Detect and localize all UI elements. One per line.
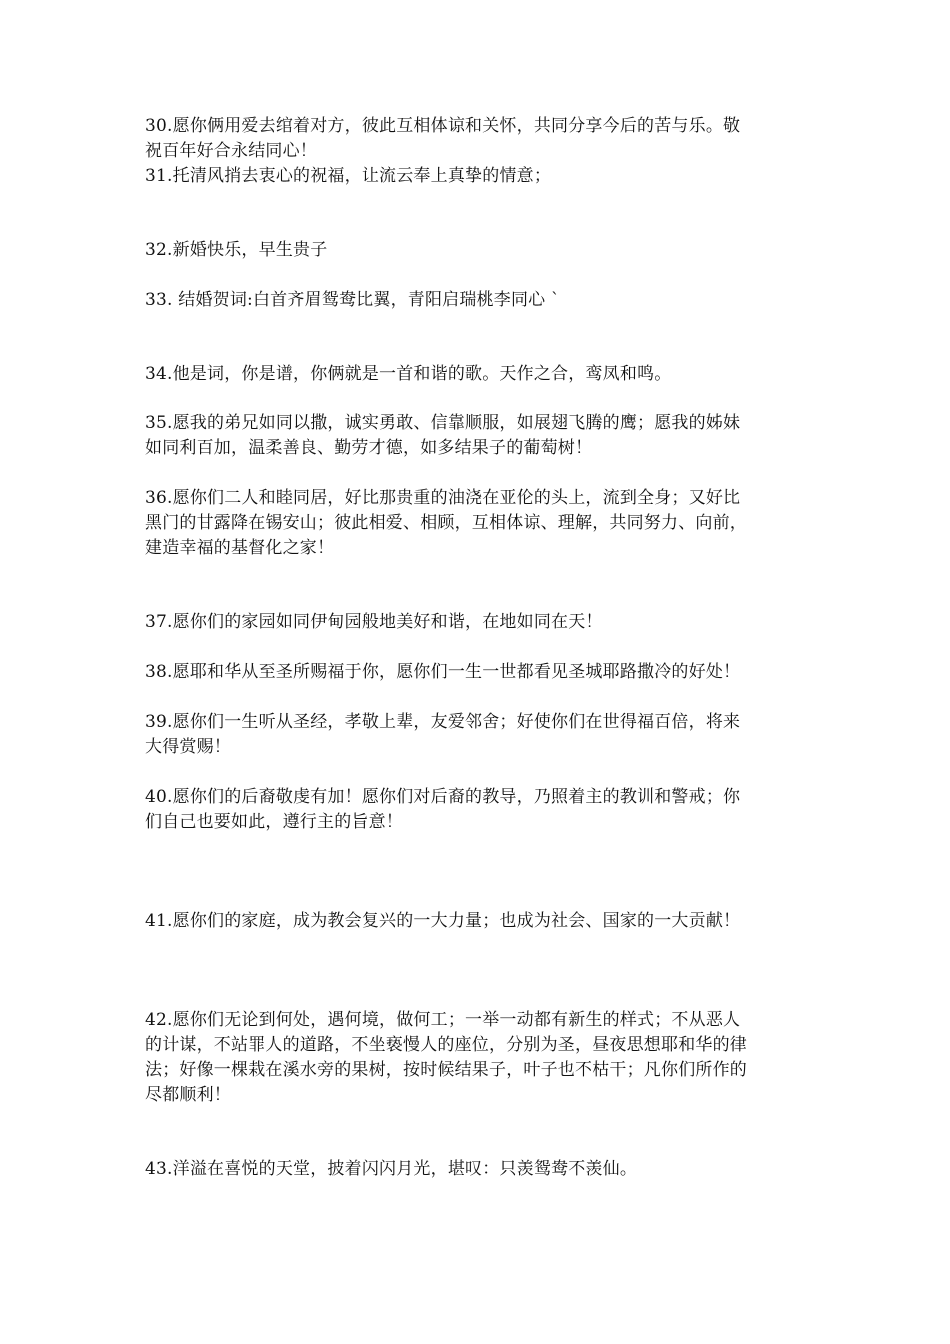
blessing-line: 35.愿我的弟兄如同以撒，诚实勇敢、信靠顺服，如展翅飞腾的鹰；愿我的姊妹 [145, 413, 741, 433]
blessing-line: 31.托清风捎去衷心的祝福，让流云奉上真挚的情意； [145, 166, 552, 186]
blessing-line: 法；好像一棵栽在溪水旁的果树，按时候结果子，叶子也不枯干；凡你们所作的 [145, 1060, 747, 1080]
blessing-line: 如同利百加，温柔善良、勤劳才德，如多结果子的葡萄树！ [145, 438, 593, 458]
blessing-line: 32.新婚快乐，早生贵子 [145, 240, 328, 260]
blessing-33 [145, 288, 815, 313]
blessing-line: 36.愿你们二人和睦同居，好比那贵重的油浇在亚伦的头上，流到全身；又好比 [145, 488, 741, 508]
blessing-line: 43.洋溢在喜悦的天堂，披着闪闪月光，堪叹：只羡鸳鸯不羡仙。 [145, 1159, 638, 1179]
blessing-38 [145, 660, 815, 685]
blessing-line: 42.愿你们无论到何处，遇何境，做何工；一举一动都有新生的样式；不从恶人 [145, 1010, 741, 1030]
blessing-30 [145, 114, 815, 164]
blessing-line: 的计谋，不站罪人的道路，不坐亵慢人的座位，分别为圣，昼夜思想耶和华的律 [145, 1035, 747, 1055]
blessing-line: 40.愿你们的后裔敬虔有加！愿你们对后裔的教导，乃照着主的教训和警戒；你 [145, 787, 741, 807]
blessing-43 [145, 1157, 815, 1182]
blessing-41 [145, 909, 815, 934]
blessing-37 [145, 610, 815, 635]
blessing-line: 38.愿耶和华从至圣所赐福于你，愿你们一生一世都看见圣城耶路撒冷的好处！ [145, 662, 741, 682]
blessing-line: 大得赏赐！ [145, 737, 231, 757]
blessing-34 [145, 362, 815, 387]
blessing-line: 黑门的甘露降在锡安山；彼此相爱、相顾，互相体谅、理解，共同努力、向前， [145, 513, 747, 533]
blessing-line: 祝百年好合永结同心！ [145, 141, 317, 161]
blessing-31 [145, 164, 815, 189]
blessing-39 [145, 710, 815, 760]
blessing-line: 34.他是词，你是谱，你俩就是一首和谐的歌。天作之合，鸾凤和鸣。 [145, 364, 672, 384]
blessing-line: 们自己也要如此，遵行主的旨意！ [145, 812, 403, 832]
blessing-35 [145, 411, 815, 461]
blessing-line: 建造幸福的基督化之家！ [145, 538, 335, 558]
blessing-line: 39.愿你们一生听从圣经，孝敬上辈，友爱邻舍；好使你们在世得福百倍，将来 [145, 712, 741, 732]
blessing-32 [145, 238, 815, 263]
blessing-42 [145, 1008, 815, 1108]
blessing-line: 37.愿你们的家园如同伊甸园般地美好和谐，在地如同在天！ [145, 612, 603, 632]
blessing-36 [145, 486, 815, 561]
blessing-line: 尽都顺利！ [145, 1085, 231, 1105]
blessing-line: 30.愿你俩用爱去绾着对方，彼此互相体谅和关怀，共同分享今后的苦与乐。敬 [145, 116, 741, 136]
blessing-line: 41.愿你们的家庭，成为教会复兴的一大力量；也成为社会、国家的一大贡献！ [145, 911, 741, 931]
blessing-line: 33. 结婚贺词:白首齐眉鸳鸯比翼，青阳启瑞桃李同心 ` [145, 290, 560, 310]
blessing-40 [145, 785, 815, 835]
